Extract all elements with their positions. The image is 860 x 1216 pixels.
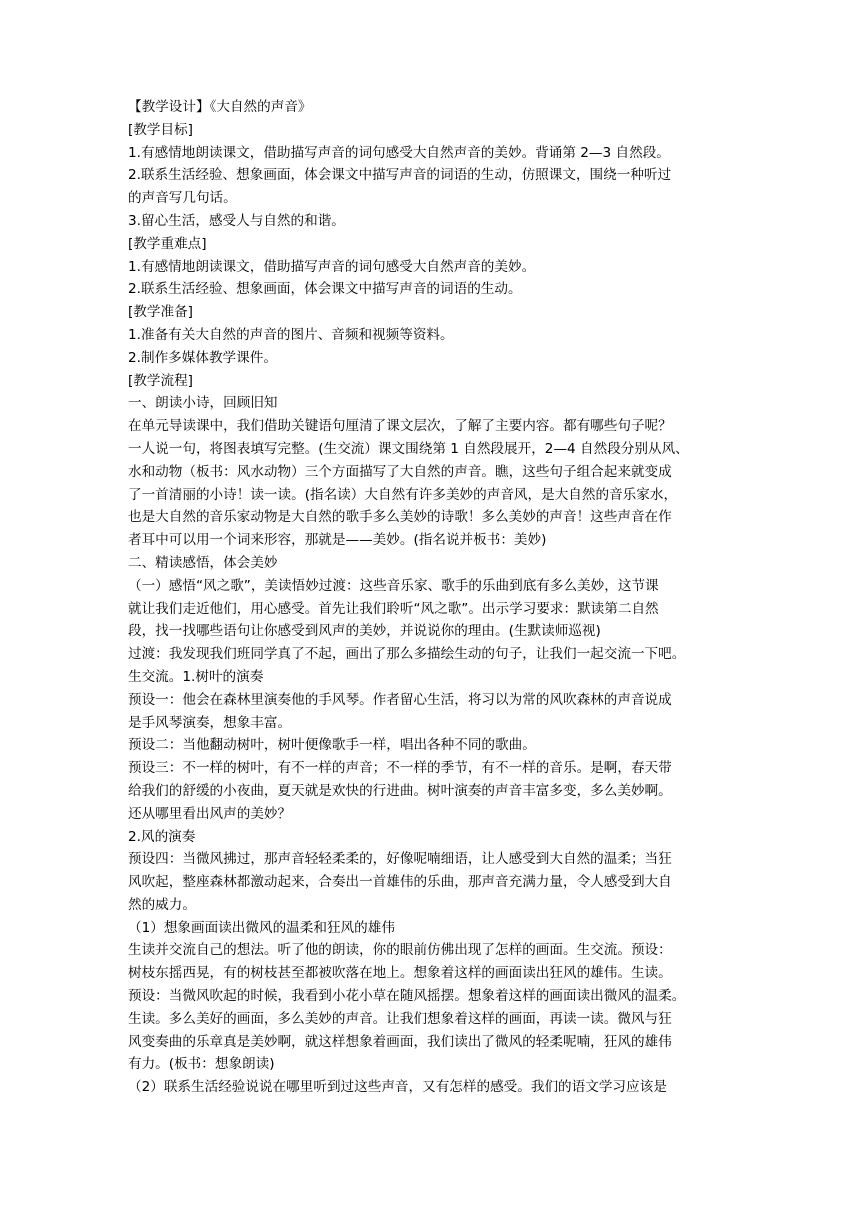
text-line: 有力。(板书：想象朗读): [128, 1056, 275, 1073]
text-line: 预设四：当微风拂过，那声音轻轻柔柔的，好像呢喃细语，让人感受到大自然的温柔；当狂: [128, 851, 672, 868]
text-line: 过渡：我发现我们班同学真了不起，画出了那么多描绘生动的句子，让我们一起交流一下吧。: [128, 646, 686, 663]
text-line: 2.风的演奏: [128, 828, 196, 845]
text-line: 一、朗读小诗，回顾旧知: [128, 395, 278, 412]
text-line: 树枝东摇西晃，有的树枝甚至都被吹落在地上。想象着这样的画面读出狂风的雄伟。生读。: [128, 965, 672, 982]
text-line: 生读并交流自己的想法。听了他的朗读，你的眼前仿佛出现了怎样的画面。生交流。预设：: [128, 942, 672, 959]
text-line: 预设二：当他翻动树叶，树叶便像歌手一样，唱出各种不同的歌曲。: [128, 737, 536, 754]
text-line: 3.留心生活，感受人与自然的和谐。: [128, 212, 345, 229]
text-line: 二、精读感悟，体会美妙: [128, 554, 278, 571]
text-line: 1.准备有关大自然的声音的图片、音频和视频等资料。: [128, 326, 454, 343]
text-line: 2.联系生活经验、想象画面，体会课文中描写声音的词语的生动，仿照课文，围绕一种听过: [128, 167, 672, 184]
text-line: （一）感悟“风之歌”，美读悟妙过渡：这些音乐家、歌手的乐曲到底有多么美妙，这节课: [128, 577, 659, 594]
text-line: 生交流。1.树叶的演奏: [128, 668, 264, 685]
text-line: 还从哪里看出风声的美妙？: [128, 805, 292, 822]
text-line: 2.制作多媒体教学课件。: [128, 349, 277, 366]
text-line: 预设三：不一样的树叶，有不一样的声音；不一样的季节，有不一样的音乐。是啊，春天带: [128, 760, 672, 777]
text-line: （1）想象画面读出微风的温柔和狂风的雄伟: [128, 919, 395, 936]
text-line: 1.有感情地朗读课文，借助描写声音的词句感受大自然声音的美妙。背诵第 2—3 自然段。: [128, 144, 670, 161]
text-line: [教学流程]: [128, 372, 193, 389]
text-line: 水和动物（板书：风水动物）三个方面描写了大自然的声音。瞧，这些句子组合起来就变成: [128, 463, 672, 480]
text-line: 2.联系生活经验、想象画面，体会课文中描写声音的词语的生动。: [128, 281, 522, 298]
text-line: 者耳中可以用一个词来形容，那就是——美妙。(指名说并板书：美妙): [128, 532, 547, 549]
text-line: 生读。多么美好的画面，多么美妙的声音。让我们想象着这样的画面，再读一读。微风与狂: [128, 1010, 672, 1027]
text-line: [教学重难点]: [128, 235, 207, 252]
text-line: 然的威力。: [128, 896, 196, 913]
text-line: 就让我们走近他们，用心感受。首先让我们聆听“风之歌”。出示学习要求：默读第二自然: [128, 600, 659, 617]
text-line: 段，找一找哪些语句让你感受到风声的美妙，并说说你的理由。(生默读师巡视): [128, 623, 601, 640]
text-line: 的声音写几句话。: [128, 190, 237, 207]
text-line: 一人说一句，将图表填写完整。(生交流）课文围绕第 1 自然段展开，2—4 自然段分别从风、: [128, 440, 689, 457]
text-line: 风变奏曲的乐章真是美妙啊，就这样想象着画面，我们读出了微风的轻柔呢喃，狂风的雄伟: [128, 1033, 672, 1050]
text-line: 风吹起，整座森林都激动起来，合奏出一首雄伟的乐曲，那声音充满力量，令人感受到大自: [128, 874, 672, 891]
text-line: [教学准备]: [128, 304, 193, 321]
document-page: [128, 96, 740, 1099]
text-line: （2）联系生活经验说说在哪里听到过这些声音，又有怎样的感受。我们的语文学习应该是: [128, 1079, 667, 1096]
text-line: 预设：当微风吹起的时候，我看到小花小草在随风摇摆。想象着这样的画面读出微风的温柔。: [128, 988, 686, 1005]
text-line: 是手风琴演奏，想象丰富。: [128, 714, 292, 731]
text-line: [教学目标]: [128, 121, 193, 138]
text-line: 预设一：他会在森林里演奏他的手风琴。作者留心生活，将习以为常的风吹森林的声音说成: [128, 691, 672, 708]
text-line: 【教学设计】《大自然的声音》: [128, 99, 312, 115]
text-line: 给我们的舒缓的小夜曲，夏天就是欢快的行进曲。树叶演奏的声音丰富多变，多么美妙啊。: [128, 782, 672, 799]
text-line: 在单元导读课中，我们借助关键语句厘清了课文层次，了解了主要内容。都有哪些句子呢？: [128, 418, 672, 435]
text-line: 1.有感情地朗读课文，借助描写声音的词句感受大自然声音的美妙。: [128, 258, 536, 275]
text-line: 也是大自然的音乐家动物是大自然的歌手多么美妙的诗歌！多么美妙的声音！这些声音在作: [128, 509, 672, 526]
text-line: 了一首清丽的小诗！读一读。(指名读）大自然有许多美妙的声音风，是大自然的音乐家水，: [128, 486, 678, 503]
